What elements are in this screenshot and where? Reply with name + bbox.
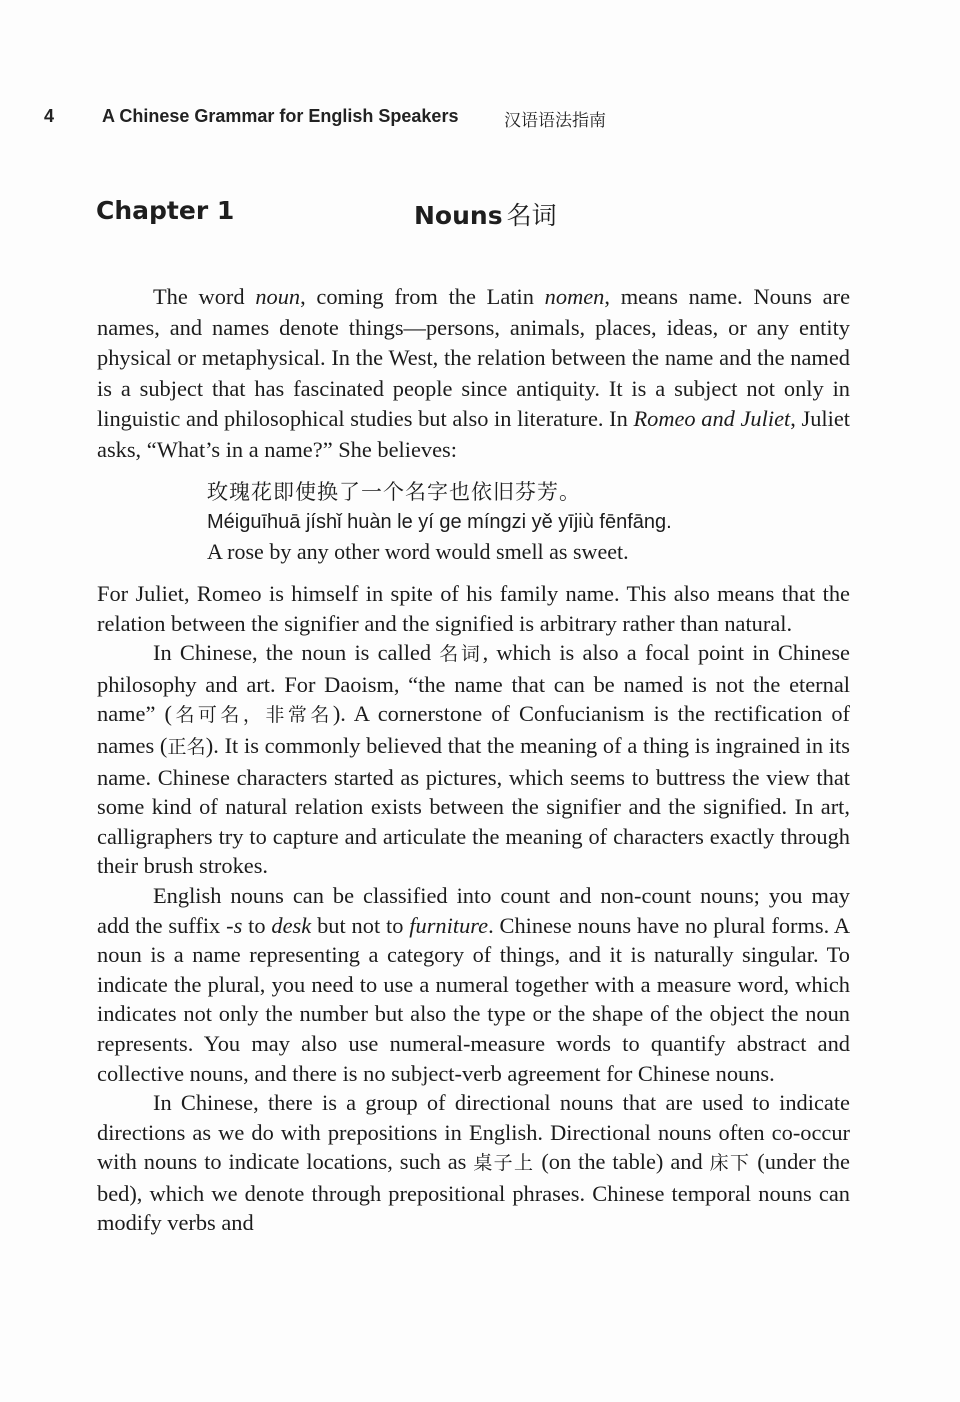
chinese-term: 名词 [439,643,483,666]
chinese-term: 正名 [167,735,206,758]
chapter-title-chinese: 名词 [506,201,557,230]
book-title: A Chinese Grammar for English Speakers [102,106,459,126]
italic-term: nomen [544,284,605,309]
chinese-term: 名可名，非常名 [171,704,333,727]
quote-block [207,477,850,567]
chinese-term: 床下 [709,1152,751,1175]
paragraph-4: English nouns can be classified into count and non-count nouns; you may add the suffix -s to desk but not to furniture. Chinese nouns have no plural forms. A noun is a name representing a category of things, and it is naturally singular. To indicate the plural, you need to use a numeral together with a measure word, which indicates not only the number but also the type or the shape of the object the noun represents. You may also use numeral-measure words to quantify abstract and collective nouns, and there is no subject-verb agreement for Chinese nouns. [97,882,850,1086]
paragraph-3: In Chinese, the noun is called 名词, which is also a focal point in Chinese philosophy and art. For Daoism, “the name that can be named is not the eternal name” (名可名，非常名). A cornerstone of Confucianism is the rectification of names (正名). It is commonly believed that the meaning of a thing is ingrained in its name. Chinese characters started as pictures, which seems to buttress the view that some kind of natural relation exists between the signifier and the signified. In art, calligraphers try to capture and articulate the meaning of characters exactly through their brush strokes. [97,640,850,879]
paragraph-2: For Juliet, Romeo is himself in spite of his family name. This also means that the relation between the signifier and the signified is arbitrary rather than natural. [97,581,850,636]
italic-term: -s [226,912,243,938]
chinese-term: 桌子上 [473,1152,535,1175]
running-head [44,106,920,134]
italic-term: desk [271,912,312,938]
quote-translation: A rose by any other word would smell as sweet. [207,539,629,564]
body-text [97,282,850,1238]
chapter-title [414,196,557,232]
quote-pinyin: Méiguīhuā jíshǐ huàn le yí ge míngzi yě yījiù fēnfāng. [207,511,672,533]
chapter-label: Chapter 1 [96,196,235,225]
italic-title: Romeo and Juliet [633,406,791,431]
paragraph-5: In Chinese, there is a group of directional nouns that are used to indicate directions as we do with prepositions in English. Directional nouns often co-occur with nouns to indicate locations, such as 桌子上 (on the table) and 床下 (under the bed), which we denote through prepositional phrases. Chinese temporal nouns can modify verbs and [97,1090,850,1236]
italic-term: furniture [409,912,489,938]
chapter-title-english: Nouns [414,201,503,230]
italic-term: noun [255,284,301,309]
chapter-heading [96,196,920,236]
page-number: 4 [44,106,55,126]
book-title-chinese: 汉语语法指南 [504,111,606,131]
paragraph-1: The word noun, coming from the Latin nomen, means name. Nouns are names, and names denote things—persons, animals, places, ideas, or any entity physical or metaphysical. In the West, the relation between the name and the named is a subject that has fascinated people since antiquity. It is a subject not only in linguistic and philosophical studies but also in literature. In Romeo and Juliet, Juliet asks, “What’s in a name?” She believes: [97,284,851,462]
quote-chinese: 玫瑰花即使换了一个名字也依旧芬芳。 [207,480,581,504]
